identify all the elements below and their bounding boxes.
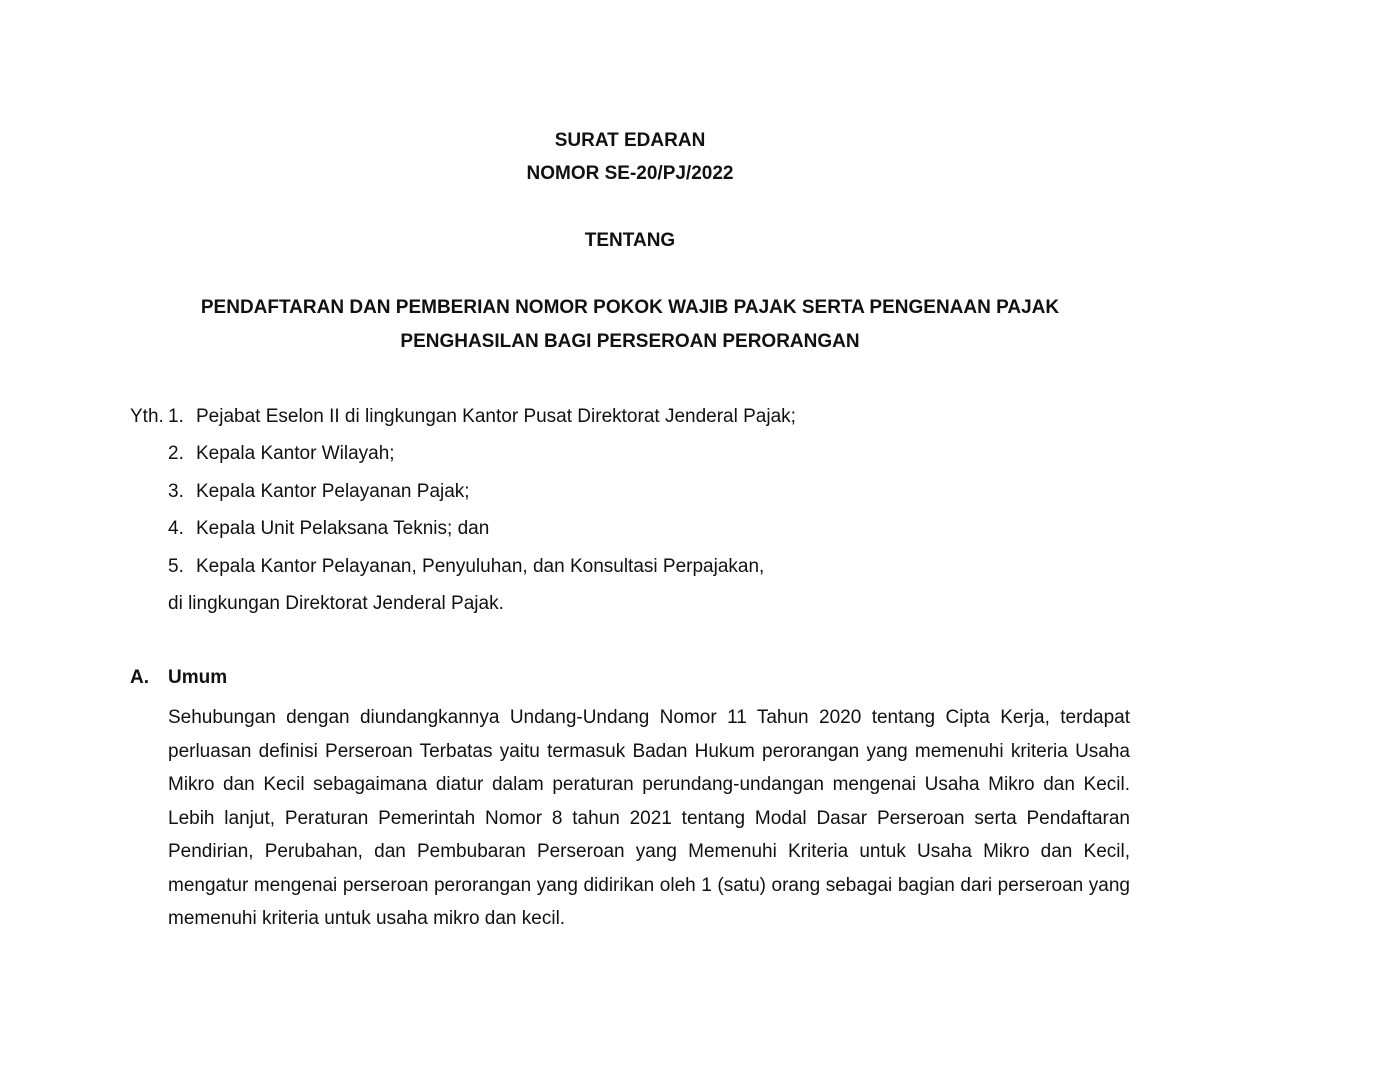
addressee-number: 1. — [168, 406, 184, 427]
addressee-item — [168, 517, 489, 541]
document-number-heading: NOMOR SE-20/PJ/2022 — [526, 163, 734, 184]
addressee-closing: di lingkungan Direktorat Jenderal Pajak. — [168, 593, 504, 614]
addressee-label: Yth. — [130, 406, 164, 427]
section-paragraph: Sehubungan dengan diundangkannya Undang-Undang Nomor 11 Tahun 2020 tentang Cipta Kerja, terdapat perluasan definisi Perseroan Terbatas yaitu termasuk Badan Hukum perorangan yang memenuhi kriteria Usaha Mikro dan Kecil sebagaimana diatur dalam peraturan perundang-undangan mengenai Usaha Mikro dan Kecil. Lebih lanjut, Peraturan Pemerintah Nomor 8 tahun 2021 tentang Modal Dasar Perseroan serta Pendaftaran Pendirian, Perubahan, dan Pembubaran Perseroan yang Memenuhi Kriteria untuk Usaha Mikro dan Kecil, mengatur mengenai perseroan perorangan yang didirikan oleh 1 (satu) orang sebagai bagian dari perseroan yang memenuhi kriteria untuk usaha mikro dan kecil. — [168, 707, 1130, 929]
addressee-item — [168, 555, 764, 579]
section-letter: A. — [130, 667, 149, 688]
addressee-item — [168, 442, 395, 466]
addressee-text: Kepala Kantor Pelayanan, Penyuluhan, dan Konsultasi Perpajakan, — [196, 556, 765, 577]
addressee-text: Pejabat Eselon II di lingkungan Kantor Pusat Direktorat Jenderal Pajak; — [196, 406, 796, 427]
addressee-number: 3. — [168, 481, 184, 502]
addressee-number: 5. — [168, 556, 184, 577]
about-heading: TENTANG — [584, 230, 676, 251]
document-type-heading: SURAT EDARAN — [554, 130, 706, 151]
addressee-text: Kepala Unit Pelaksana Teknis; dan — [196, 518, 490, 539]
subject-heading-line-2: PENGHASILAN BAGI PERSEROAN PERORANGAN — [400, 331, 860, 352]
addressee-item — [168, 480, 470, 504]
addressee-number: 4. — [168, 518, 184, 539]
addressee-text: Kepala Kantor Pelayanan Pajak; — [196, 481, 470, 502]
subject-heading-line-1: PENDAFTARAN DAN PEMBERIAN NOMOR POKOK WAJIB PAJAK SERTA PENGENAAN PAJAK — [200, 297, 1060, 318]
section-title: Umum — [168, 667, 228, 688]
addressee-item — [168, 405, 796, 429]
addressee-text: Kepala Kantor Wilayah; — [196, 443, 395, 464]
addressee-number: 2. — [168, 443, 184, 464]
